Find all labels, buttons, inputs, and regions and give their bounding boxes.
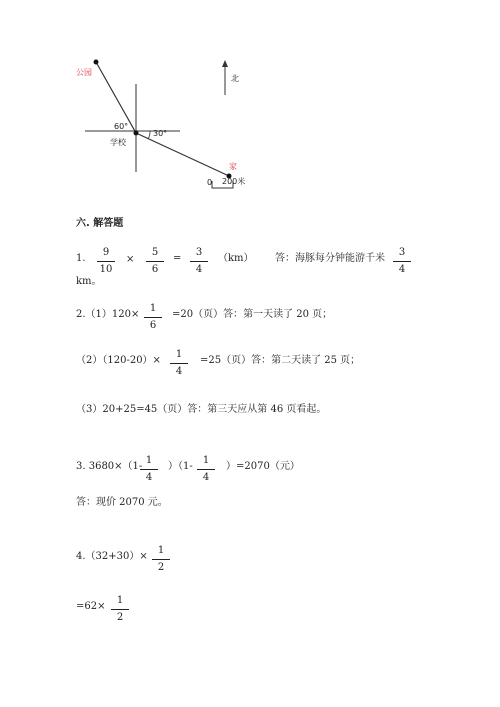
q3-post: ）=2070（元） [226,461,300,472]
q4-fraction-1: 1 2 [152,545,170,574]
q1-unit-2: km。 [76,276,102,287]
q1-answer: 答：海豚每分钟能游千米 [275,253,385,264]
scale-zero-label: 0 [207,178,213,187]
q1-fraction-4: 3 4 [393,247,411,276]
q4-pre: 4.（32+30）× [76,551,148,562]
q2-line2-post: =25（页）答：第二天读了 25 页； [200,355,361,366]
park-point [94,60,99,65]
q3-pre: 3. 3680×（1- [76,461,143,472]
angle-60-label: 60° [114,122,129,131]
q3-fraction-2: 1 4 [197,455,215,484]
park-label: 公园 [76,68,92,77]
school-label: 学校 [110,138,126,147]
q1-fraction-3: 3 4 [190,247,208,276]
north-arrowhead-icon [222,60,228,67]
q1-unit: （km） [218,253,254,264]
school-home-line [136,133,229,176]
q1-number: 1. [76,253,86,264]
home-label: 家 [229,162,237,171]
scale-value-label: 200米 [222,177,246,186]
angle-30-label: 30° [153,129,168,138]
section-title: 六. 解答题 [76,218,124,229]
q3-answer: 答：现价 2070 元。 [76,497,168,508]
q2-line1-fraction: 1 6 [144,303,162,332]
school-point [134,131,139,136]
q2-line3: （3）20+25=45（页）答：第三天应从第 46 页看起。 [76,404,327,415]
q2-line1-pre: 2.（1）120× [76,309,140,320]
north-label: 北 [231,74,239,83]
q2-line2-fraction: 1 4 [170,349,188,378]
q1-equals-sign: = [173,253,182,264]
angle-arc-30 [148,131,150,139]
q3-mid: ）（1- [168,461,193,472]
q1-fraction-1: 9 10 [97,247,115,276]
q4-line2-pre: =62× [76,601,106,612]
q1-times-sign: × [126,254,135,265]
q3-fraction-1: 1 4 [140,455,158,484]
q1-fraction-2: 5 6 [146,247,164,276]
q4-fraction-2: 1 2 [111,595,129,624]
map-diagram [0,0,500,210]
q2-line2-pre: （2）（120-20）× [76,355,161,366]
q2-line1-post: =20（页）答：第一天读了 20 页； [172,309,333,320]
